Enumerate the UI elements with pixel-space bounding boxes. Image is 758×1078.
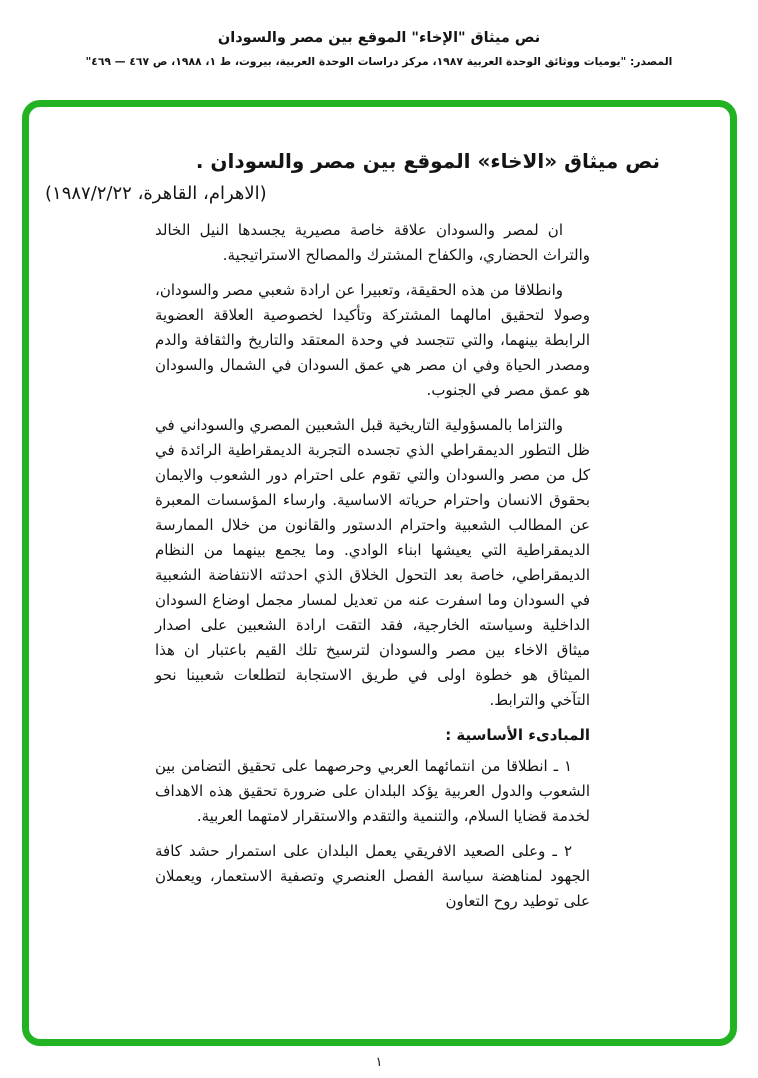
- page-number: ١: [375, 1055, 383, 1070]
- page-header: [0, 30, 758, 68]
- principle-item-1: ١ ـ انطلاقا من انتمائهما العربي وحرصهما على تحقيق التضامن بين الشعوب والدول العربية يؤكد البلدان على ضرورة تحقيق هذه الاهداف لخدمة قضايا السلام، والتنمية والتقدم والاستقرار لامتهما العربية.: [155, 757, 590, 825]
- document-title: نص ميثاق «الاخاء» الموقع بين مصر والسودان .: [195, 149, 660, 173]
- paragraph-relationship: وانطلاقا من هذه الحقيقة، وتعبيرا عن ارادة شعبي مصر والسودان، وصولا لتحقيق امالهما المشتركة وتأكيدا لخصوصية العلاقة العضوية الرابطة بينهما، والتي تتجسد في وحدة المعتقد والتاريخ والثقافة والدم ومصدر الحياة وفي ان مصر هي عمق السودان في الشمال والسودان هو عمق مصر في الجنوب.: [155, 281, 590, 399]
- principle-item-2: ٢ ـ وعلى الصعيد الافريقي يعمل البلدان على استمرار حشد كافة الجهود لمناهضة سياسة الفصل العنصري وتصفية الاستعمار، ويعملان على توطيد روح التعاون: [155, 842, 590, 910]
- paragraph-intro: ان لمصر والسودان علاقة خاصة مصيرية يجسدها النيل الخالد والتراث الحضاري، والكفاح المشترك والمصالح الاستراتيجية.: [155, 221, 590, 264]
- paragraph-commitment: والتزاما بالمسؤولية التاريخية قبل الشعبين المصري والسوداني في ظل التطور الديمقراطي الذي تجسده التجربة الديمقراطية الرائدة في كل من مصر والسودان والتي تقوم على احترام دور الشعوب والايمان بحقوق الانسان واحترام حرياته الاساسية. وارساء المؤسسات المعبرة عن المطالب الشعبية واحترام الدستور والقانون من خلال الممارسة الديمقراطية التي يعيشها ابناء الوادي. وما يجمع بينهما من النظام الديمقراطي، خاصة بعد التحول الخلاق الذي احدثته الانتفاضة الشعبية في السودان وما اسفرت عنه من تعديل لمسار مجمل اوضاع السودان الداخلية وسياسته الخارجية، فقد التقت ارادة الشعبين على اصدار ميثاق الاخاء بين مصر والسودان لترسيخ تلك القيم باعتبار ان هذا الميثاق هو خطوة اولى في طريق الاستجابة لتطلعات شعبينا نحو التآخي والترابط.: [155, 416, 590, 709]
- header-source-citation: المصدر: "يوميات ووثائق الوحدة العربية ١٩٨٧، مركز دراسات الوحدة العربية، بيروت، ط ١، ١٩٨٨، ص ٤٦٧ — ٤٦٩": [85, 55, 673, 68]
- principles-heading: المبادىء الأساسية :: [445, 726, 590, 744]
- document-frame: [22, 100, 737, 1046]
- document-subtitle: (الاهرام، القاهرة، ١٩٨٧/٢/٢٢): [45, 183, 267, 204]
- document-body: [155, 218, 590, 914]
- header-title: نص ميثاق "الإخاء" الموقع بين مصر والسودان: [217, 30, 541, 46]
